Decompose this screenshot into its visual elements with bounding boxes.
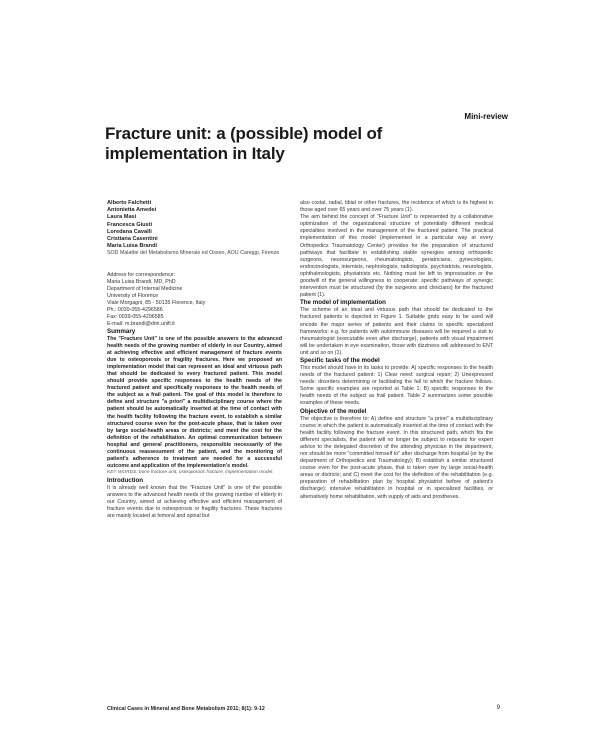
address-line: Address for correspondence: bbox=[107, 271, 176, 278]
address-line: Ph.: 0039-055-4296586 bbox=[107, 306, 163, 313]
address-line: Fax: 0039-055-4296585 bbox=[107, 313, 164, 320]
body-paragraph: The objective is therefore to: A) define and structure "a priori" a multidisciplinary course in which the patient is automatically inserted at the time of contact with the health facility following the fracture event. In this structured path, which fits the different specialists, the patient will no longer be subject to requests for expert advice to the delegated discretion of the attending physician in the department, nor should be more "committed himself to" after discharge from hospital (or by the department of Orthopedics and Traumatology); B) establish a similar structured course even for the post-acute phase, that is taken over by large social-health areas or districts; and C) meet the cost for the definition of the rehabilitation (e.g. preparation of rehabilitation plan by hospital physiatrist before of patient's discharge): intensive rehabilitation in hospital or in specialized facilities, or alternatively home rehabilitation, with supply of aids and prostheses. bbox=[300, 415, 493, 500]
author-list bbox=[107, 200, 282, 250]
summary-heading: Summary bbox=[107, 327, 136, 335]
journal-citation: Clinical Cases in Mineral and Bone Metabolism 2011; 8(1): 9-12 bbox=[107, 706, 265, 712]
page-number: 9 bbox=[496, 705, 500, 711]
body-paragraph: The scheme of an ideal and virtuous path that should be dedicated to the fractured patients is depicted in Figure 1. Suitable grids easy to be used will encode the major series of patients and their claims to specific specialized frameworks: e.g. for patients with autoimmune diseases will be required a visit to rheumatologist (executable even after discharge), patients with visual impairment will be undertaken in eye examination, those with dizziness will addressed to ENT unit and so on (1). bbox=[300, 307, 493, 356]
section-label: Mini-review bbox=[464, 112, 508, 121]
email-link[interactable]: E-mail: m.brandi@dmi.unifi.it bbox=[107, 320, 175, 327]
keywords: KEY WORDS: bone fracture unit, osteoporotic fracture, implementation model. bbox=[107, 470, 274, 476]
address-line: Viale Morgagni, 85 - 50135 Florence, Italy bbox=[107, 299, 206, 306]
left-column bbox=[107, 200, 282, 520]
section-heading: Specific tasks of the model bbox=[300, 356, 380, 364]
body-paragraph: also costal, radial, tibial or other fractures, the incidence of which is its highest in those aged over 65 years and over 75 years (1). bbox=[300, 200, 493, 214]
body-paragraph: The aim behind the concept of "Fracture Unit" is represented by a collaborative optimization of the organizational structure of potentially different medical specialties involved in the management of the fractured patient. The practical implementation of this model (implemented in a particular way at every Orthopedics Traumatology Center) provides for the preparation of structured pathways that facilitate in establishing stable synergies among orthopedic surgeons, neurosurgeons, rheumatologists, geriatricians, gynecologists, endocrinologists, internists, nephrologists, radiologists, psychiatrists, neurologists, ophthalmologists, physiatrists etc. Nothing must be left to improvisation or the goodwill of the general willingness to cooperate: specific pathways of synergic intervention must be structured (by the surgeons and clinicians) for the fractured patient (1). bbox=[300, 214, 493, 299]
address-line: University of Florence bbox=[107, 292, 159, 299]
address-line: Maria Luisa Brandi, MD, PhD bbox=[107, 278, 176, 285]
section-heading: The model of implementation bbox=[300, 299, 386, 307]
article-title: Fracture unit: a (possible) model of implementation in Italy bbox=[105, 124, 383, 163]
author: Antonietta Amedei bbox=[107, 207, 157, 214]
correspondence-address bbox=[107, 272, 282, 328]
summary-text: The "Fracture Unit" is one of the possible answers to the advanced health needs of the growing number of elderly in our Country, aimed at achieving effective and efficient management of fracture events due to osteoporosis or fragility fractures. Here we proposed an implementation model that can represent an ideal and virtuous path that should be dedicated to every fractured patient. This model should provide specific responses to the health needs of the fractured patient and specifically responses to the health needs of the subject as a frail patient. The goal of this model is therefore to define and structure "a priori" a multidisciplinary course where the patient should be automatically inserted at the time of contact with the health facility following the fracture event, to establish a similar structured course even for the post-acute phase, that is taken over by large social-health areas or districts; and meet the cost for the definition of the rehabilitation. An optimal communication between hospital and general practitioners, responsible necessarily of the continuous reassessment of the patient, and the monitoring of patient's adherence to treatment are needed for a successful outcome and application of the implementation's model. bbox=[107, 335, 282, 470]
author: Alberto Falchetti bbox=[107, 200, 152, 206]
introduction-heading: Introduction bbox=[107, 476, 144, 484]
author: Laura Masi bbox=[107, 214, 137, 221]
right-column bbox=[300, 200, 493, 501]
introduction-text: It is already well known that the "Fracture Unit" is one of the possible answers to the advanced health needs of the growing number of elderly in our Country, aimed at achieving effective and efficient management of fracture events due to osteoporosis or fragility fractures. These fractures are mainly located at femoral and spinal but bbox=[107, 484, 282, 520]
author: Loredana Cavalli bbox=[107, 228, 152, 235]
author: Cristiana Casentini bbox=[107, 236, 158, 243]
author: Francesca Giusti bbox=[107, 221, 153, 228]
author: Maria Luisa Brandi bbox=[107, 243, 158, 250]
address-line: Department of Internal Medicine bbox=[107, 285, 183, 292]
body-paragraph: This model should have in its tasks to provide: A) specific responses to the health needs of the fractured patient: 1) Clear need: surgical repair; 2) Unexpressed needs: disorders determining or facilitating the fall to which the fracture follows. Some specific examples are reported at Table 1; B) specific responses to the health needs of the subject as frail patient. Table 2 summarizes some possible examples of these needs. bbox=[300, 364, 493, 407]
affiliation: SOD Malattie del Metabolismo Minerale ed Osseo, AOU Careggi, Firenze bbox=[107, 250, 280, 257]
section-heading: Objective of the model bbox=[300, 407, 367, 415]
